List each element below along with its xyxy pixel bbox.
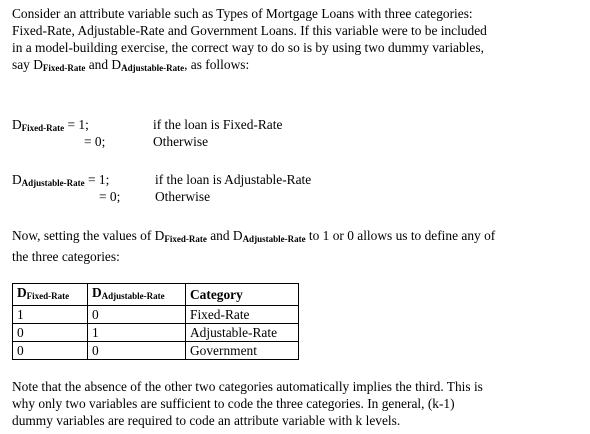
intro-line-4-prefix: say D (12, 57, 43, 72)
table-cell: 0 (88, 306, 186, 324)
fixed-rate-eq-2: = 0; (84, 134, 106, 149)
setting-line-1 (12, 227, 584, 248)
fixed-rate-condition-2: Otherwise (153, 134, 209, 149)
setting-line-2: the three categories: (12, 249, 120, 264)
table-cell: 1 (88, 324, 186, 342)
conclusion-line-1: Note that the absence of the other two categories automatically implies the third. This is (12, 379, 483, 394)
table-header-row (13, 284, 299, 306)
intro-line-4-mid: and D (85, 57, 122, 72)
table-cell: 0 (13, 342, 88, 360)
setting-paragraph (12, 227, 584, 265)
fixed-rate-definition (12, 116, 584, 150)
fixed-rate-def-line-1 (12, 116, 584, 133)
fixed-rate-def-line-2 (12, 133, 584, 150)
conclusion-line-2: why only two variables are sufficient to code the three categories. In general, (k-1) (12, 396, 455, 411)
setting-mid: and D (206, 228, 243, 243)
adjustable-rate-condition-1: if the loan is Adjustable-Rate (155, 172, 312, 187)
intro-line-4-suffix: , as follows: (184, 57, 250, 72)
table-cell: 0 (13, 324, 88, 342)
adjustable-rate-condition-2: Otherwise (155, 189, 211, 204)
fixed-rate-condition-1: if the loan is Fixed-Rate (153, 117, 283, 132)
fixed-rate-eq-1: = 1; (64, 117, 89, 132)
table-header-adjustable-rate-subscript: Adjustable-Rate (101, 291, 165, 301)
table-header-adjustable-rate: $D_{Adjustable-Rate}$ (88, 284, 186, 306)
table-cell: 1 (13, 306, 88, 324)
conclusion-paragraph (12, 378, 584, 429)
intro-line-4 (12, 56, 584, 77)
fixed-rate-var: D (12, 117, 22, 132)
dummy-variable-table (12, 283, 299, 360)
adjustable-rate-def-line-1 (12, 171, 584, 188)
table-row (13, 306, 299, 324)
fixed-rate-subscript: Fixed-Rate (42, 63, 86, 73)
table-header-category: Category (186, 284, 299, 306)
table-header-fixed-rate: $D_{Fixed-Rate}$ (13, 284, 88, 306)
intro-line-2: Fixed-Rate, Adjustable-Rate and Government Loans. If this variable were to be included (12, 23, 487, 38)
table-cell: Government (186, 342, 299, 360)
adjustable-rate-def-line-2 (12, 188, 584, 205)
intro-line-3: in a model-building exercise, the correct way to do so is by using two dummy variables, (12, 40, 484, 55)
setting-fixed-subscript: Fixed-Rate (164, 234, 207, 244)
fixed-rate-var-subscript: Fixed-Rate (21, 123, 65, 133)
adjustable-rate-eq-2: = 0; (99, 189, 121, 204)
setting-adjustable-subscript: Adjustable-Rate (242, 234, 306, 244)
adjustable-rate-var: D (12, 172, 22, 187)
adjustable-rate-subscript: Adjustable-Rate (121, 63, 185, 73)
adjustable-rate-var-subscript: Adjustable-Rate (21, 178, 85, 188)
table-cell: 0 (88, 342, 186, 360)
table-header-fixed-rate-subscript: Fixed-Rate (26, 291, 70, 301)
intro-line-1: Consider an attribute variable such as Types of Mortgage Loans with three categories: (12, 6, 473, 21)
intro-paragraph (12, 5, 584, 77)
setting-prefix: Now, setting the values of D (12, 228, 165, 243)
table-cell: Fixed-Rate (186, 306, 299, 324)
conclusion-line-3: dummy variables are required to code an attribute variable with k levels. (12, 413, 401, 428)
adjustable-rate-definition (12, 171, 584, 205)
table-cell: Adjustable-Rate (186, 324, 299, 342)
table-row (13, 324, 299, 342)
adjustable-rate-eq-1: = 1; (84, 172, 110, 187)
table-row (13, 342, 299, 360)
setting-suffix: to 1 or 0 allows us to define any of (305, 228, 496, 243)
